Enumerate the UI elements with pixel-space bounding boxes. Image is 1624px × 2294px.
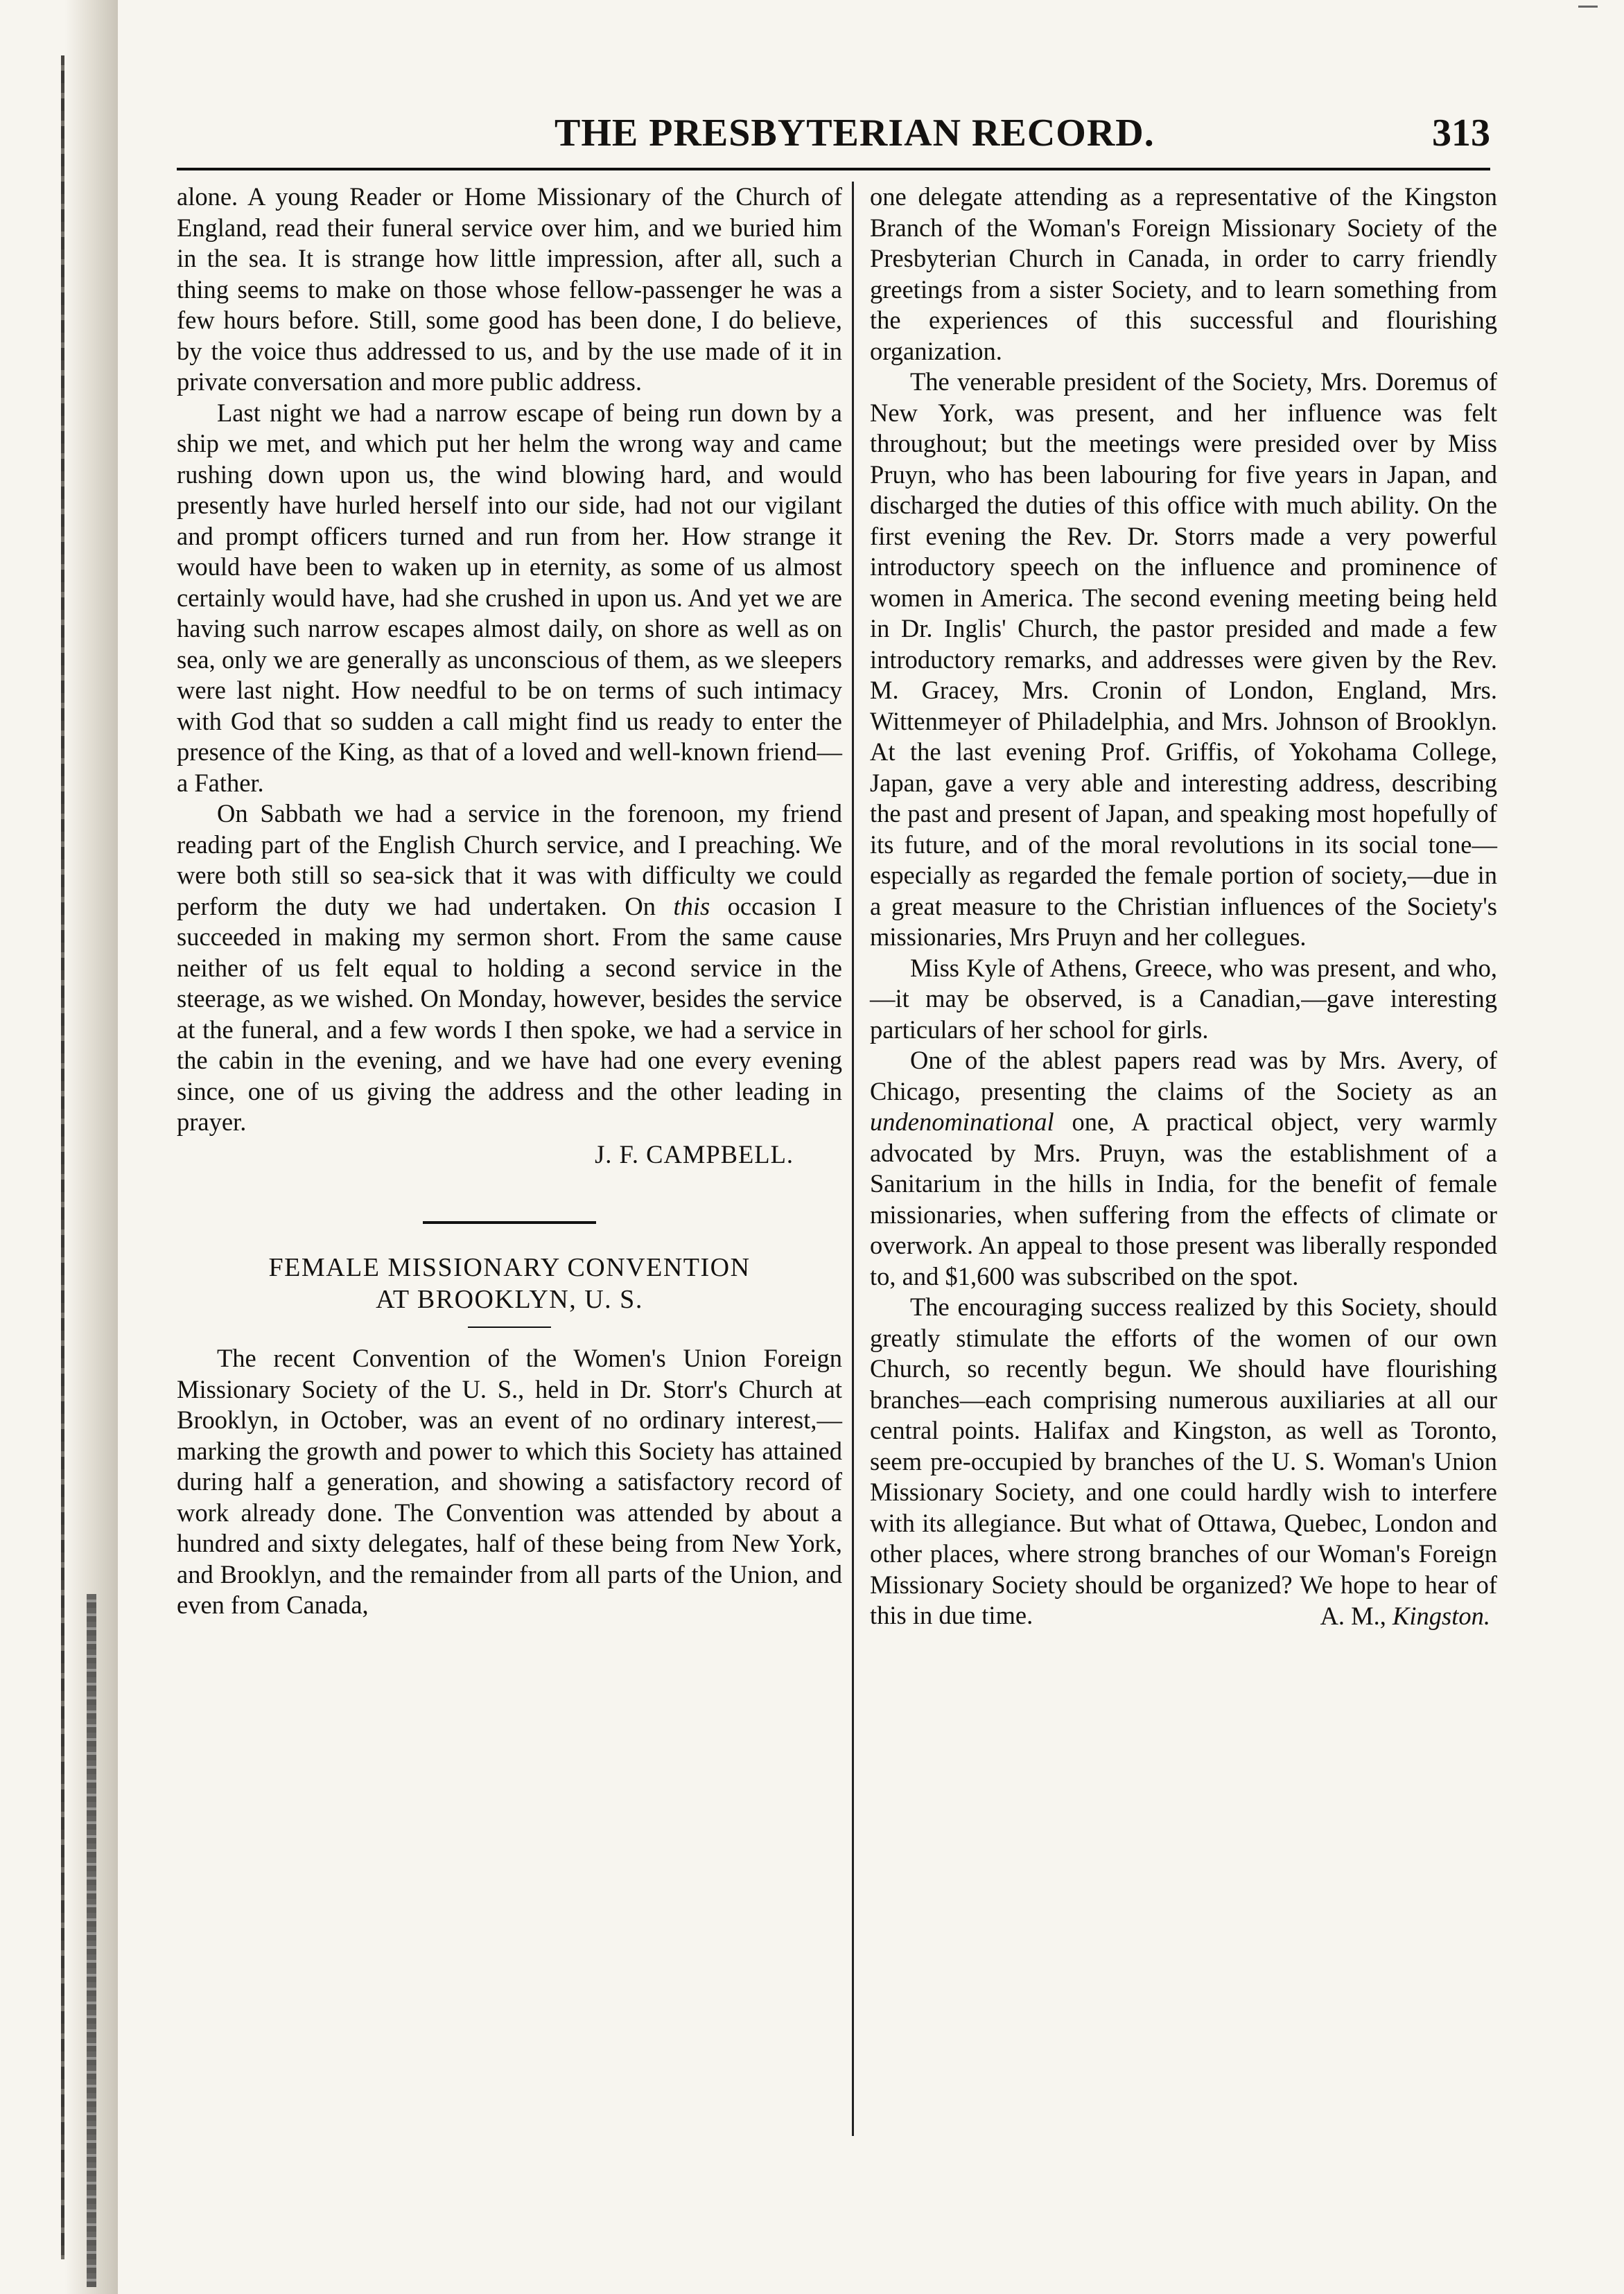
left-paragraph-3: On Sabbath we had a service in the forenoon, my friend reading part of the English Church service, and I preaching. We were both still so sea-sick that it was with difficulty we could perform the duty we had undertaken. On this occasion I succeeded in making my sermon short. From the same cause neither of us felt equal to holding a second service in the steerage, as we wished. On Monday, however, besides the service at the funeral, and a few words I then spoke, we had a service in the cabin in the evening, and we have had one every evening since, one of us giving the address and the other leading in prayer. [177, 799, 842, 1136]
emphasis-undenominational: undenominational [870, 1107, 1054, 1136]
left-column [177, 182, 842, 1621]
title-underline [468, 1327, 551, 1328]
section-separator [423, 1221, 596, 1224]
article-title-line-2: AT BROOKLYN, U. S. [376, 1285, 643, 1314]
author-signature: J. F. CAMPBELL. [595, 1139, 794, 1168]
binding-edge [61, 55, 64, 2259]
running-head: THE PRESBYTERIAN RECORD. [555, 112, 1155, 155]
page-header [173, 104, 1490, 155]
left-paragraph-1: alone. A young Reader or Home Missionary of the Church of England, read their funeral service over him, and we buried him in the sea. It is strange how little impression, after all, such a thing seems to make on those whose fellow-passenger he was a few hours before. Still, some good has been done, I do believe, by the voice thus addressed to us, and by the use made of it in private conversation and more public address. [177, 182, 842, 396]
binding-edge-lower [87, 1594, 96, 2287]
header-rule [177, 168, 1490, 170]
signature-place: Kingston. [1392, 1601, 1490, 1630]
column-divider [852, 182, 854, 2136]
left-paragraph-2: Last night we had a narrow escape of being run down by a ship we met, and which put her helm the wrong way and came rushing down upon us, the wind blowing hard, and would presently have hurled herself into our side, had not our vigilant and prompt officers turned and run from her. How strange it would have been to waken up in eternity, as some of us almost certainly would have, had she crushed in upon us. And yet we are having such narrow escapes almost daily, on shore as well as on sea, only we are generally as unconscious of them, as we sleepers were last night. How needful to be on terms of such intimacy with God that so sudden a call might find us ready to enter the presence of the King, as that of a loved and well-known friend—a Father. [177, 398, 842, 797]
article-title [177, 1252, 842, 1315]
page-number: 313 [1432, 112, 1490, 155]
book-binding-shadow [0, 0, 118, 2294]
corner-mark [1578, 6, 1598, 8]
right-paragraph-4: One of the ablest papers read was by Mrs. Avery, of Chicago, presenting the claims of the Society as an undenominational one, A practical object, very warmly advocated by Mrs. Pruyn, was the establishment of a Sanitarium in the hills in India, for the benefit of female missionaries, when suffering from the effects of climate or overwork. An appeal to those present was liberally responded to, and $1,600 was subscribed on the spot. [870, 1046, 1497, 1290]
emphasis-this: this [673, 891, 710, 920]
right-paragraph-3: Miss Kyle of Athens, Greece, who was present, and who,—it may be observed, is a Canadian,—gave interesting particulars of her school for girls. [870, 953, 1497, 1044]
right-paragraph-5: The encouraging success realized by this Society, should greatly stimulate the efforts of the women of our own Church, so recently begun. We should have flourishing branches—each comprising numerous auxiliaries at all our central points. Halifax and Kingston, as well as Toronto, seem pre-occupied by branches of the U. S. Woman's Union Missionary Society, and one could hardly wish to interfere with its allegiance. But what of Ottawa, Quebec, London and other places, where strong branches of our Woman's Foreign Missionary Society should be organized? We hope to hear of this in due time. [870, 1293, 1497, 1629]
right-paragraph-2: The venerable president of the Society, Mrs. Doremus of New York, was present, and her influence was felt throughout; but the meetings were presided over by Miss Pruyn, who has been labouring for five years in Japan, and discharged the duties of this office with much ability. On the first evening the Rev. Dr. Storrs made a very powerful introductory speech on the influence and prominence of women in America. The second evening meeting being held in Dr. Inglis' Church, the pastor presided and made a few introductory remarks, and addresses were given by the Rev. M. Gracey, Mrs. Cronin of London, England, Mrs. Wittenmeyer of Philadelphia, and Mrs. Johnson of Brooklyn. At the last evening Prof. Griffis, of Yokohama College, Japan, gave a very able and interesting address, describing the past and present of Japan, and speaking most hopefully of its future, and of the moral revolutions in its social tone—especially as regarded the female portion of society,—due in a great measure to the Christian influences of the Society's missionaries, Mrs Pruyn and her collegues. [870, 367, 1497, 951]
right-paragraph-1: one delegate attending as a representative of the Kingston Branch of the Woman's Foreign Missionary Society of the Presbyterian Church in Canada, in order to carry friendly greetings from a sister Society, and to learn something from the experiences of this successful and flourishing organization. [870, 182, 1497, 365]
right-column [870, 182, 1497, 1631]
signature-initials: A. M., [1320, 1601, 1386, 1630]
left-paragraph-4: The recent Convention of the Women's Union Foreign Missionary Society of the U. S., held in Dr. Storr's Church at Brooklyn, in October, was an event of no ordinary interest,—marking the growth and power to which this Society has attained during half a generation, and showing a satisfactory record of work already done. The Convention was attended by about a hundred and sixty delegates, half of these being from New York, and Brooklyn, and the remainder from all parts of the Union, and even from Canada, [177, 1344, 842, 1619]
article-title-line-1: FEMALE MISSIONARY CONVENTION [268, 1253, 751, 1282]
